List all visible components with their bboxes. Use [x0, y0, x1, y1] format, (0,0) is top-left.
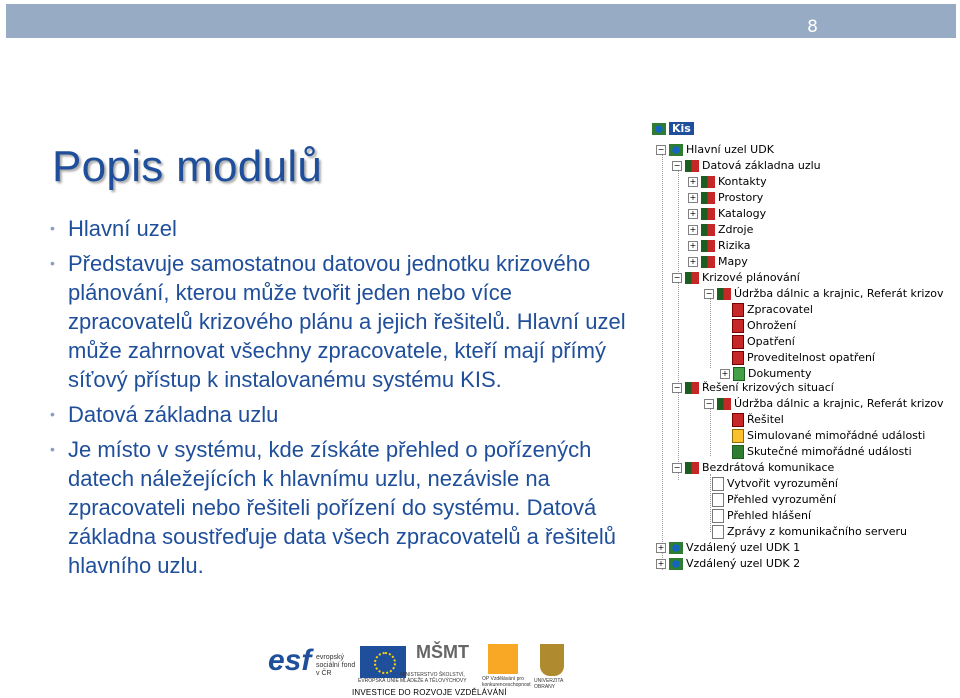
book-icon — [685, 272, 699, 284]
book-icon — [685, 462, 699, 474]
expand-icon[interactable]: + — [689, 192, 697, 202]
msmt-logo: MŠMT — [416, 642, 469, 662]
tree-node[interactable]: − Krizové plánování — [673, 271, 800, 284]
expand-icon[interactable]: + — [689, 256, 697, 266]
top-bar — [6, 4, 956, 38]
collapse-icon[interactable]: − — [673, 160, 681, 170]
tree-node[interactable]: Přehled hlášení — [712, 508, 811, 523]
tree-node[interactable]: Řešitel — [732, 412, 784, 427]
expand-icon[interactable]: + — [657, 558, 665, 568]
tree-node[interactable]: − Řešení krizových situací — [673, 381, 834, 394]
tree-node[interactable]: − Údržba dálnic a krajnic, Referát krizov — [705, 287, 944, 300]
uni-caption: UNIVERZITA OBRANY — [534, 678, 564, 690]
university-crest-icon — [540, 644, 564, 676]
expand-icon[interactable]: + — [657, 542, 665, 552]
doc-red-icon — [732, 335, 744, 349]
tree-node[interactable]: Opatření — [732, 334, 795, 349]
tree-node[interactable]: + Zdroje — [689, 223, 754, 236]
book-icon — [685, 160, 699, 172]
book-icon — [701, 224, 715, 236]
tree-node[interactable]: Zprávy z komunikačního serveru — [712, 524, 907, 539]
doc-red-icon — [732, 319, 744, 333]
book-icon — [701, 192, 715, 204]
eu-caption: EVROPSKÁ UNIE — [358, 678, 399, 684]
doc-dark-icon — [732, 445, 744, 459]
expand-icon[interactable]: + — [689, 224, 697, 234]
tree-node[interactable]: Vytvořit vyrozumění — [712, 476, 838, 491]
book-icon — [701, 208, 715, 220]
tree-node[interactable]: − Bezdrátová komunikace — [673, 461, 835, 474]
tree-node[interactable]: − Datová základna uzlu — [673, 159, 821, 172]
bullet-item: • Je místo v systému, kde získáte přehled o pořízených datech náležejících k hlavnímu uzlu, nezávisle na zpracovateli nebo řešiteli pořízení do systému. Datová základna soustřeďuje data všech zpracovatelů a řešitelů hlavního uzlu. — [50, 437, 616, 578]
bullet-item: • Hlavní uzel — [50, 216, 177, 241]
tree-node[interactable]: + Vzdálený uzel UDK 2 — [657, 557, 801, 570]
doc-red-icon — [732, 303, 744, 317]
doc-icon — [712, 525, 724, 539]
tree-node[interactable]: Simulované mimořádné události — [732, 428, 925, 443]
tree-node[interactable]: + Kontakty — [689, 175, 767, 188]
tree-node[interactable]: + Dokumenty — [721, 367, 812, 380]
bullet-dot-icon: • — [50, 441, 55, 457]
op-logo-icon — [488, 644, 518, 674]
bullet-dot-icon: • — [50, 406, 55, 422]
net-icon — [669, 542, 683, 554]
tree-node[interactable]: Ohrožení — [732, 318, 796, 333]
op-caption: OP Vzdělávání pro konkurenceschopnost — [482, 676, 531, 688]
doc-red-icon — [732, 413, 744, 427]
net-icon — [669, 144, 683, 156]
collapse-icon[interactable]: − — [673, 382, 681, 392]
tree-node[interactable]: + Katalogy — [689, 207, 767, 220]
tree-node[interactable]: + Vzdálený uzel UDK 1 — [657, 541, 801, 554]
doc-green-icon — [733, 367, 745, 381]
collapse-icon[interactable]: − — [705, 398, 713, 408]
bullet-item: • Datová základna uzlu — [50, 402, 279, 427]
expand-icon[interactable]: + — [689, 176, 697, 186]
book-icon — [701, 256, 715, 268]
tree-node[interactable]: + Rizika — [689, 239, 751, 252]
tree-node[interactable]: Proveditelnost opatření — [732, 350, 875, 365]
tree-node[interactable]: + Mapy — [689, 255, 748, 268]
esf-caption: evropský sociální fond v ČR — [316, 654, 356, 677]
bullet-list — [50, 214, 635, 586]
expand-icon[interactable]: + — [721, 368, 729, 378]
expand-icon[interactable]: + — [689, 240, 697, 250]
tree-node[interactable]: Přehled vyrozumění — [712, 492, 836, 507]
tree-node[interactable]: Skutečné mimořádné události — [732, 444, 912, 459]
doc-icon — [712, 509, 724, 523]
doc-yellow-icon — [732, 429, 744, 443]
footer-text: INVESTICE DO ROZVOJE VZDĚLÁVÁNÍ — [352, 688, 507, 697]
bullet-dot-icon: • — [50, 220, 55, 236]
book-icon — [685, 382, 699, 394]
tree-node[interactable]: − Hlavní uzel UDK — [657, 143, 774, 156]
sponsor-logos — [268, 642, 568, 688]
book-icon — [701, 240, 715, 252]
tree-node[interactable]: + Prostory — [689, 191, 764, 204]
collapse-icon[interactable]: − — [673, 462, 681, 472]
expand-icon[interactable]: + — [689, 208, 697, 218]
doc-icon — [712, 493, 724, 507]
doc-red-icon — [732, 351, 744, 365]
slide-title: Popis modulů — [52, 142, 323, 191]
net-icon — [669, 558, 683, 570]
esf-logo: esf — [268, 644, 312, 677]
module-tree — [652, 122, 944, 574]
bullet-dot-icon: • — [50, 255, 55, 271]
book-icon — [717, 288, 731, 300]
msmt-caption: MINISTERSTVO ŠKOLSTVÍ, MLÁDEŽE A TĚLOVÝCHOVY — [400, 672, 467, 684]
collapse-icon[interactable]: − — [657, 144, 665, 154]
book-icon — [717, 398, 731, 410]
tree-node[interactable]: − Údržba dálnic a krajnic, Referát krizov — [705, 397, 944, 410]
bullet-item: • Představuje samostatnou datovou jednotku krizového plánování, kterou může tvořit jeden nebo více zpracovatelů krizového plánu a jejich řešitelů. Hlavní uzel může zahrnovat všechny zpracovatele, kteří mají přímý síťový přístup k instalovanému systému KIS. — [50, 251, 626, 392]
page-number: 8 — [807, 17, 818, 37]
collapse-icon[interactable]: − — [673, 272, 681, 282]
kis-logo-icon — [652, 123, 666, 135]
collapse-icon[interactable]: − — [705, 288, 713, 298]
doc-pen-icon — [712, 477, 724, 491]
kis-logo: Kis — [652, 122, 694, 135]
book-icon — [701, 176, 715, 188]
tree-node[interactable]: Zpracovatel — [732, 302, 813, 317]
